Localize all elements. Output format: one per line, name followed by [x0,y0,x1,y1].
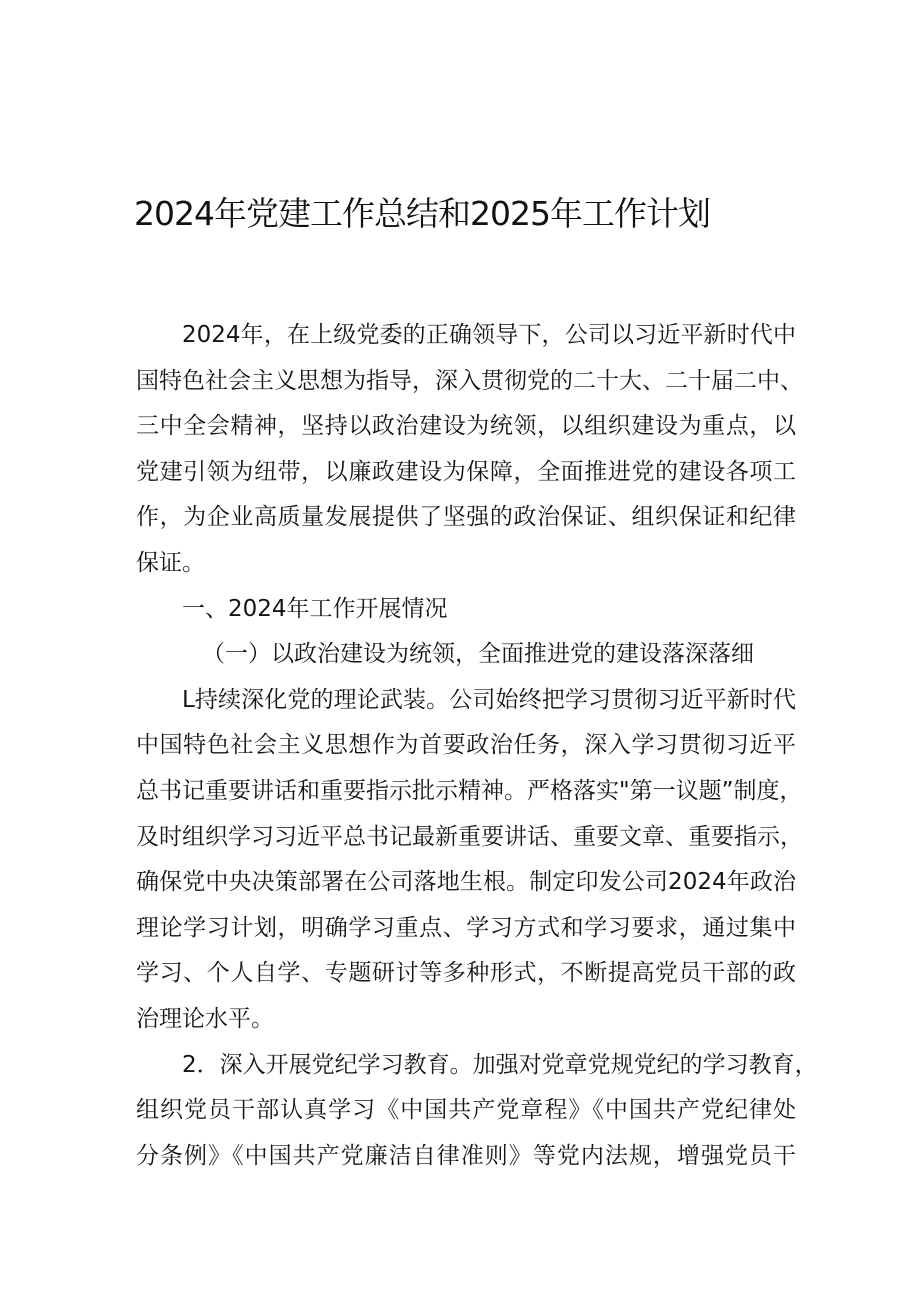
subsection-heading: （一）以政治建设为统领，全面推进党的建设落深落细 [202,641,754,668]
paragraph-line: 三中全会精神，坚持以政治建设为统领，以组织建设为重点，以 [136,413,796,440]
intro-paragraph [136,313,803,587]
paragraph-line: 总书记重要讲话和重要指示批示精神。严格落实"第一议题”制度， [136,777,803,804]
item2-paragraph [136,1043,818,1180]
paragraph-line: 2．深入开展党纪学习教育。加强对党章党规党纪的学习教育， [182,1051,818,1078]
paragraph-line: 确保党中央决策部署在公司落地生根。制定印发公司2024年政治 [136,869,796,896]
paragraph-line: L持续深化党的理论武装。公司始终把学习贯彻习近平新时代 [182,686,796,713]
paragraph-line: 分条例》《中国共产党廉洁自律准则》等党内法规，增强党员干 [136,1142,796,1169]
paragraph-line: 保证。 [136,549,205,576]
section-heading: 一、2024年工作开展情况 [182,595,448,622]
item1-paragraph [136,678,803,1043]
paragraph-line: 2024年，在上级党委的正确领导下，公司以习近平新时代中 [182,322,796,348]
paragraph-line: 作，为企业高质量发展提供了坚强的政治保证、组织保证和纪律 [136,504,796,531]
paragraph-line: 治理论水平。 [136,1005,274,1032]
paragraph-line: 国特色社会主义思想为指导，深入贯彻党的二十大、二十届二中、 [136,367,803,394]
document-title: 2024年党建工作总结和2025年工作计划 [134,194,710,233]
paragraph-line: 及时组织学习习近平总书记最新重要讲话、重要文章、重要指示， [136,823,803,850]
paragraph-line: 理论学习计划，明确学习重点、学习方式和学习要求，通过集中 [136,914,796,941]
paragraph-line: 学习、个人自学、专题研讨等多种形式，不断提高党员干部的政 [136,960,796,987]
paragraph-line: 组织党员干部认真学习《中国共产党章程》《中国共产党纪律处 [136,1097,796,1124]
paragraph-line: 中国特色社会主义思想作为首要政治任务，深入学习贯彻习近平 [136,732,796,759]
paragraph-line: 党建引领为纽带，以廉政建设为保障，全面推进党的建设各项工 [136,458,796,485]
document-body [136,313,818,1179]
